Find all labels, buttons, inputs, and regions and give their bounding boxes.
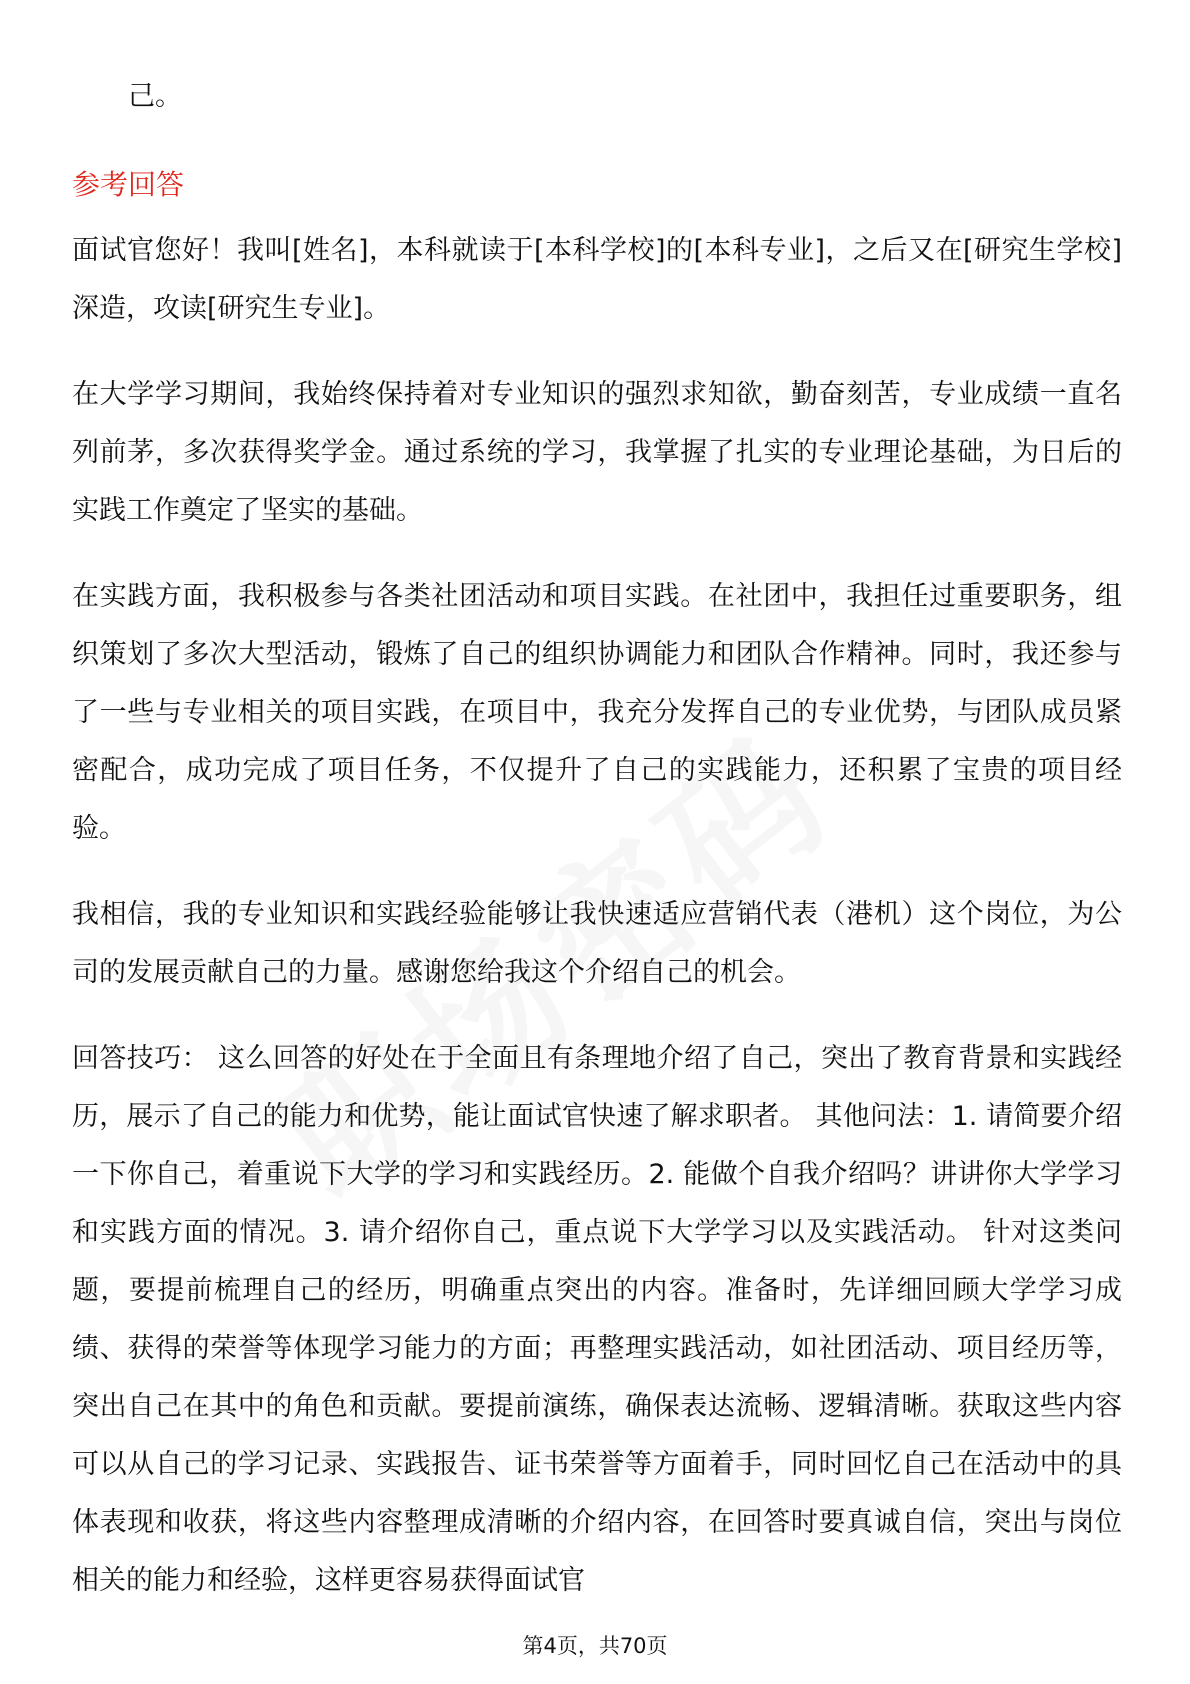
section-heading: 参考回答 [72,168,185,201]
continuation-text: 己。 [128,81,182,112]
paragraph-study: 在大学学习期间，我始终保持着对专业知识的强烈求知欲，勤奋刻苦，专业成绩一直名列前茅，多次获得奖学金。通过系统的学习，我掌握了扎实的专业理论基础，为日后的实践工作奠定了坚实的基础。 [72,379,1122,526]
paragraph-practice: 在实践方面，我积极参与各类社团活动和项目实践。在社团中，我担任过重要职务，组织策划了多次大型活动，锻炼了自己的组织协调能力和团队合作精神。同时，我还参与了一些与专业相关的项目实践，在项目中，我充分发挥自己的专业优势，与团队成员紧密配合，成功完成了项目任务，不仅提升了自己的实践能力，还积累了宝贵的项目经验。 [72,581,1122,844]
paragraph-tips: 回答技巧： 这么回答的好处在于全面且有条理地介绍了自己，突出了教育背景和实践经历，展示了自己的能力和优势，能让面试官快速了解求职者。 其他问法：1. 请简要介绍一下你自己，着重说下大学的学习和实践经历。2. 能做个自我介绍吗？讲讲你大学学习和实践方面的情况。3. 请介绍你自己，重点说下大学学习以及实践活动。 针对这类问题，要提前梳理自己的经历，明确重点突出的内容。准备时，先详细回顾大学学习成绩、获得的荣誉等体现学习能力的方面；再整理实践活动，如社团活动、项目经历等，突出自己在其中的角色和贡献。要提前演练，确保表达流畅、逻辑清晰。获取这些内容可以从自己的学习记录、实践报告、证书荣誉等方面着手，同时回忆自己在活动中的具体表现和收获，将这些内容整理成清晰的介绍内容，在回答时要真诚自信，突出与岗位相关的能力和经验，这样更容易获得面试官 [72,1043,1122,1596]
page-footer: 第4页，共70页 [522,1634,668,1658]
paragraph-closing: 我相信，我的专业知识和实践经验能够让我快速适应营销代表（港机）这个岗位，为公司的发展贡献自己的力量。感谢您给我这个介绍自己的机会。 [72,899,1122,988]
paragraph-intro: 面试官您好！我叫[姓名]，本科就读于[本科学校]的[本科专业]，之后又在[研究生学校]深造，攻读[研究生专业]。 [72,235,1122,324]
page-content [72,68,1122,1610]
